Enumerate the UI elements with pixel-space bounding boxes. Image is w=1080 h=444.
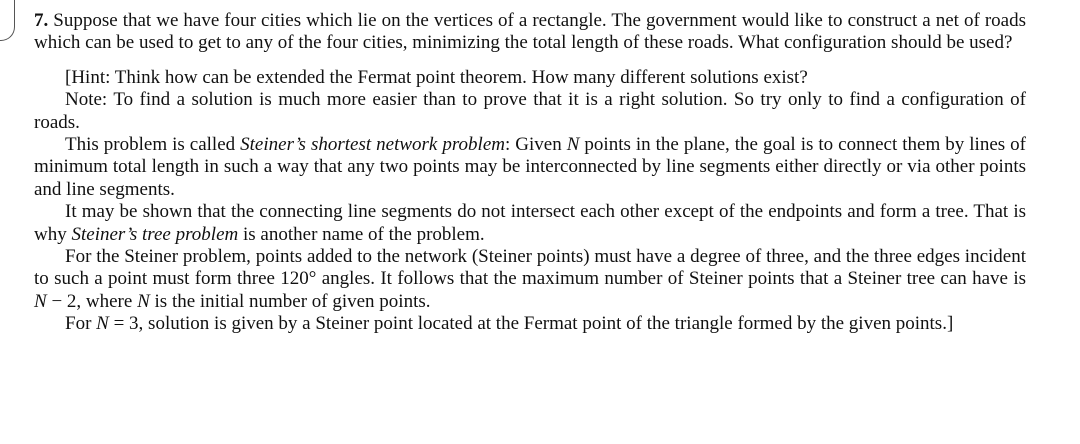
- problem-text: Suppose that we have four cities which lie on the vertices of a rectangle. The government would like to construct a net of roads which can be used to get to any of the four cities, minimizing the total length of these roads. What configuration should be used?: [34, 10, 1026, 54]
- hint-paragraph-5: [34, 246, 1026, 313]
- steiner-network-term: Steiner’s shortest network problem: [240, 134, 505, 156]
- hint-p4-a: It may be shown that the connecting line segments do not intersect each other except of the endpoints and form a tree. That is why: [34, 201, 1026, 245]
- hint-paragraph-2: Note: To find a solution is much more easier than to prove that it is a right solution. So try only to find a configuration of roads.: [34, 89, 1026, 133]
- problem-number: 7.: [34, 10, 49, 31]
- hint-p5-expr-rest: − 2, where: [46, 290, 138, 312]
- hint-paragraph-3: [34, 134, 1026, 201]
- hint-paragraph-4: [34, 201, 1026, 246]
- hint-p6-a: For: [65, 313, 97, 335]
- hint-p3-a: : Given: [504, 134, 567, 156]
- hint-p5-a: For the Steiner problem, points added to the network (Steiner points) must have a degree of three, and the three edges incident to such a point must form three 120° angles. It follows that the maximum number of Steiner points that a Steiner tree can have is: [34, 246, 1026, 290]
- hint-p6-b: = 3, solution is given by a Steiner point located at the Fermat point of the triangle formed by the given points.]: [108, 313, 954, 335]
- page-corner-mark: [0, 0, 15, 41]
- hint-p4-b: is another name of the problem.: [238, 223, 485, 245]
- document-page: [34, 10, 1026, 336]
- problem-statement: [34, 10, 1026, 55]
- var-n: N: [34, 290, 47, 312]
- steiner-tree-term: Steiner’s tree problem: [71, 223, 239, 245]
- var-n: N: [137, 290, 150, 312]
- var-n: N: [96, 313, 109, 335]
- hint-p3-b: points in the plane, the goal is to connect them by lines of minimum total length in such a way that any two points may be interconnected by line segments either directly or via other points and line segments.: [34, 134, 1026, 200]
- hint-p3-prefix: This problem is called: [65, 134, 241, 156]
- hint-paragraph-1: [Hint: Think how can be extended the Fermat point theorem. How many different solutions exist?: [65, 66, 808, 88]
- var-n: N: [566, 134, 580, 156]
- hint-p5-b: is the initial number of given points.: [149, 290, 431, 312]
- hint-paragraph-6: [34, 313, 1026, 335]
